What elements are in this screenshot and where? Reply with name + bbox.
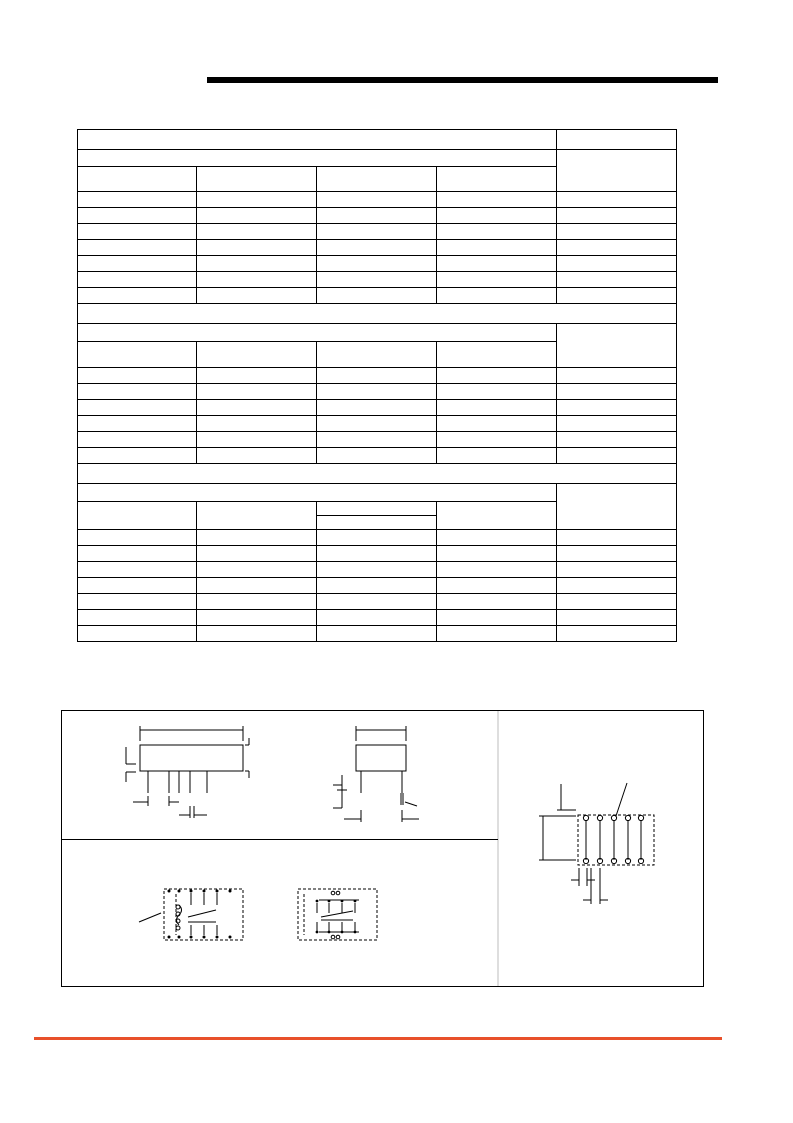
table-row	[78, 240, 677, 256]
section-2-side-header	[557, 324, 677, 368]
column-header	[78, 342, 197, 368]
table-row	[78, 192, 677, 208]
section-2-title-row	[78, 304, 677, 324]
section-1-title-row	[78, 130, 677, 150]
table-row	[78, 368, 677, 384]
table-row	[78, 448, 677, 464]
table-row	[78, 546, 677, 562]
table-row	[78, 224, 677, 240]
column-header	[317, 342, 437, 368]
table-row	[78, 562, 677, 578]
column-header-split-top	[317, 502, 437, 516]
table-row	[78, 432, 677, 448]
side-view-drawing	[333, 726, 419, 822]
section-3-title-cell	[78, 464, 677, 484]
table-row	[78, 400, 677, 416]
section-1-subtitle-cell	[78, 150, 557, 167]
table-row	[78, 610, 677, 626]
schematic-2-drawing	[298, 889, 377, 940]
column-header	[78, 502, 197, 530]
section-3-side-header	[557, 484, 677, 530]
column-header	[437, 502, 557, 530]
schematic-1-drawing	[139, 889, 243, 940]
column-header	[78, 167, 197, 192]
column-header	[437, 342, 557, 368]
section-1-subtitle-row	[78, 150, 677, 167]
table-row	[78, 416, 677, 432]
section-1-side-cell	[557, 130, 677, 150]
front-view-drawing	[126, 726, 249, 818]
section-3-subtitle-cell	[78, 484, 557, 502]
table-row	[78, 288, 677, 304]
section-1-side-header	[557, 150, 677, 192]
section-2-subtitle-cell	[78, 324, 557, 342]
table-row	[78, 578, 677, 594]
table-row	[78, 384, 677, 400]
column-header	[197, 342, 317, 368]
table-row	[78, 208, 677, 224]
section-2-title-cell	[78, 304, 677, 324]
column-header	[437, 167, 557, 192]
section-2-subtitle-row	[78, 324, 677, 342]
column-header-split-bottom	[317, 516, 437, 530]
pcb-layout-drawing	[539, 783, 654, 904]
column-header	[197, 167, 317, 192]
drawings-panel	[61, 710, 704, 987]
column-header	[197, 502, 317, 530]
section-3-subtitle-row	[78, 484, 677, 502]
footer-rule	[34, 1037, 722, 1040]
section-3-title-row	[78, 464, 677, 484]
table-row	[78, 594, 677, 610]
table-row	[78, 256, 677, 272]
table-row	[78, 272, 677, 288]
specification-table	[77, 129, 677, 642]
section-1-title-cell	[78, 130, 557, 150]
header-rule	[207, 77, 718, 83]
drawings-frame	[62, 711, 704, 987]
column-header	[317, 167, 437, 192]
table-row	[78, 530, 677, 546]
table-row	[78, 626, 677, 642]
